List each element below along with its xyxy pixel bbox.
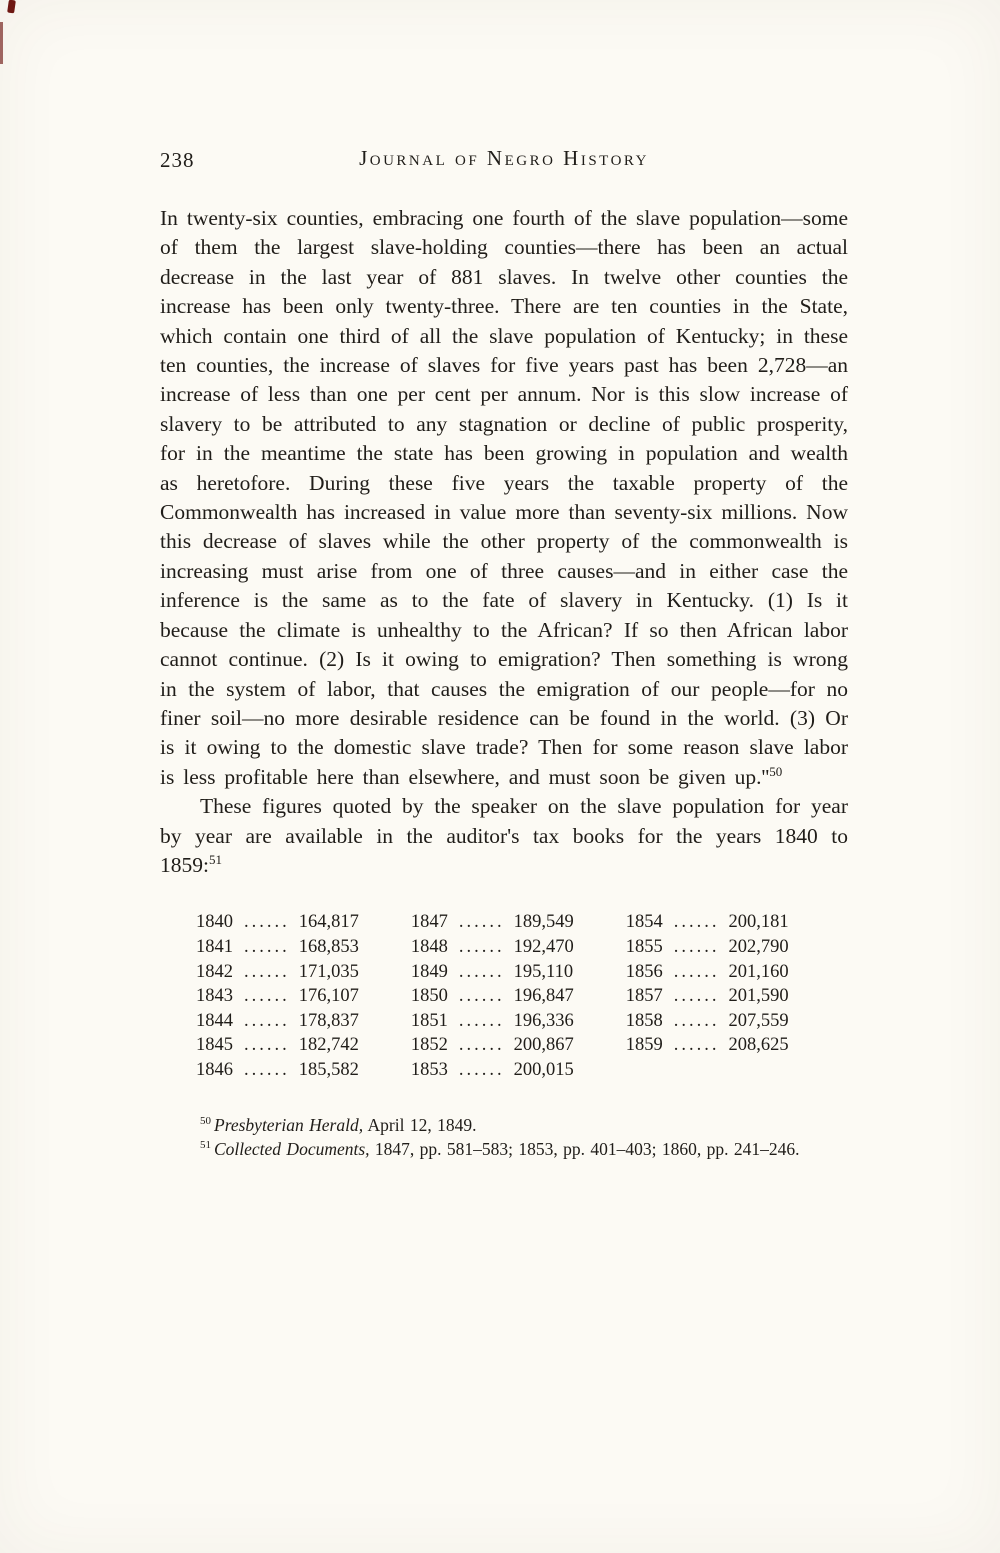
leader-dots: ...... bbox=[673, 936, 720, 957]
table-row bbox=[411, 910, 574, 935]
footnote-50 bbox=[160, 1113, 848, 1138]
leader-dots: ...... bbox=[244, 912, 290, 933]
leader-dots: ...... bbox=[673, 961, 720, 982]
leader-dots: ...... bbox=[673, 986, 720, 1007]
leader-dots: ...... bbox=[673, 912, 720, 933]
value-cell: 200,015 bbox=[513, 1059, 574, 1080]
footnote-source-title: Collected Documents, bbox=[214, 1139, 370, 1159]
year-cell: 1854 bbox=[625, 912, 663, 933]
leader-dots: ...... bbox=[244, 1059, 290, 1080]
footnote-51 bbox=[160, 1137, 848, 1162]
value-cell: 189,549 bbox=[513, 912, 574, 933]
page-number: 238 bbox=[160, 148, 195, 172]
table-row bbox=[411, 1058, 574, 1083]
leader-dots: ...... bbox=[673, 1010, 720, 1031]
table-row bbox=[411, 935, 574, 960]
year-cell: 1859 bbox=[625, 1035, 663, 1056]
table-row bbox=[196, 1058, 359, 1083]
leader-dots: ...... bbox=[244, 936, 290, 957]
table-row bbox=[411, 1033, 574, 1058]
table-row bbox=[196, 1033, 359, 1058]
footnote-marker: 50 bbox=[200, 1114, 211, 1127]
year-cell: 1842 bbox=[196, 961, 233, 982]
leader-dots: ...... bbox=[673, 1035, 720, 1056]
page-content bbox=[160, 146, 848, 1162]
value-cell: 195,110 bbox=[513, 961, 574, 982]
value-cell: 201,590 bbox=[728, 986, 789, 1007]
table-row bbox=[626, 1009, 789, 1034]
year-cell: 1848 bbox=[410, 936, 448, 957]
table-column-2 bbox=[411, 910, 574, 1082]
table-row bbox=[411, 960, 574, 985]
page-header bbox=[160, 146, 848, 178]
value-cell: 201,160 bbox=[728, 961, 789, 982]
footnote-ref-51: 51 bbox=[208, 851, 222, 867]
leader-dots: ...... bbox=[458, 1059, 505, 1080]
scan-artifact-left-edge bbox=[0, 22, 3, 64]
narrative-paragraph bbox=[160, 792, 848, 880]
table-row bbox=[196, 984, 359, 1009]
table-row bbox=[196, 910, 359, 935]
year-cell: 1858 bbox=[625, 1010, 663, 1031]
value-cell: 178,837 bbox=[298, 1010, 359, 1031]
year-cell: 1844 bbox=[196, 1010, 233, 1031]
leader-dots: ...... bbox=[244, 961, 290, 982]
leader-dots: ...... bbox=[244, 986, 290, 1007]
year-cell: 1841 bbox=[196, 936, 233, 957]
leader-dots: ...... bbox=[244, 1010, 290, 1031]
value-cell: 200,867 bbox=[513, 1035, 574, 1056]
year-cell: 1843 bbox=[196, 986, 233, 1007]
year-cell: 1857 bbox=[625, 986, 663, 1007]
table-column-3 bbox=[626, 910, 789, 1082]
value-cell: 171,035 bbox=[298, 961, 359, 982]
leader-dots: ...... bbox=[458, 1035, 505, 1056]
value-cell: 185,582 bbox=[298, 1059, 359, 1080]
narrative-paragraph-text: These figures quoted by the speaker on the slave population for year by year are available in the auditor's tax books for the years 1840 to 1859: bbox=[160, 794, 848, 877]
year-cell: 1846 bbox=[196, 1059, 233, 1080]
table-row bbox=[626, 960, 789, 985]
footnote-source-title: Presbyterian Herald, bbox=[214, 1114, 364, 1135]
footnote-text: April 12, 1849. bbox=[367, 1114, 477, 1135]
year-cell: 1840 bbox=[196, 912, 233, 933]
quote-paragraph-text: In twenty-six counties, embracing one fourth of the slave population—some of them the largest slave-holding counties—there has been an actual decrease in the last year of 881 slaves. In twelve other counties the increase has been only twenty-three. There are ten counties in the State, which contain one third of all the slave population of Kentucky; in these ten counties, the increase of slaves for five years past has been 2,728—an increase of less than one per cent per annum. Nor is this slow increase of slavery to be attributed to any stagnation or decline of public prosperity, for in the meantime the state has been growing in population and wealth as heretofore. During these five years the taxable property of the Commonwealth has increased in value more than seventy-six millions. Now this decrease of slaves while the other property of the commonwealth is increasing must arise from one of three causes—and in either case the inference is the same as to the fate of slavery in Kentucky. (1) Is it because the climate is unhealthy to the African? If so then African labor cannot continue. (2) Is it owing to emigration? Then something is wrong in the system of labor, that causes the emigration of our people—for no finer soil—no more desirable residence can be found in the world. (3) Or is it owing to the domestic slave trade? Then for some reason slave labor is less profitable here than elsewhere, and must soon be given up.'' bbox=[160, 206, 848, 789]
journal-title: Journal of Negro History bbox=[359, 146, 649, 170]
year-cell: 1845 bbox=[196, 1035, 233, 1056]
value-cell: 207,559 bbox=[728, 1010, 789, 1031]
footnote-ref-50: 50 bbox=[769, 763, 783, 779]
table-row bbox=[196, 1009, 359, 1034]
year-cell: 1852 bbox=[410, 1035, 448, 1056]
value-cell: 176,107 bbox=[298, 986, 359, 1007]
table-row bbox=[626, 910, 789, 935]
table-row bbox=[411, 1009, 574, 1034]
footnotes-section bbox=[160, 1113, 848, 1162]
table-row bbox=[626, 984, 789, 1009]
quote-paragraph bbox=[160, 204, 848, 792]
year-cell: 1855 bbox=[625, 936, 663, 957]
year-cell: 1847 bbox=[410, 912, 448, 933]
table-row bbox=[626, 935, 789, 960]
footnote-text: 1847, pp. 581–583; 1853, pp. 401–403; 1860, pp. 241–246. bbox=[374, 1139, 800, 1159]
leader-dots: ...... bbox=[458, 986, 505, 1007]
value-cell: 182,742 bbox=[298, 1035, 359, 1056]
scan-artifact-top bbox=[7, 0, 16, 13]
value-cell: 192,470 bbox=[513, 936, 574, 957]
table-row bbox=[196, 960, 359, 985]
year-cell: 1853 bbox=[410, 1059, 448, 1080]
leader-dots: ...... bbox=[458, 1010, 505, 1031]
footnote-marker: 51 bbox=[200, 1139, 211, 1152]
value-cell: 196,336 bbox=[513, 1010, 574, 1031]
value-cell: 208,625 bbox=[728, 1035, 789, 1056]
value-cell: 196,847 bbox=[513, 986, 574, 1007]
table-row bbox=[626, 1033, 789, 1058]
leader-dots: ...... bbox=[458, 936, 505, 957]
year-cell: 1856 bbox=[625, 961, 663, 982]
year-cell: 1849 bbox=[410, 961, 448, 982]
value-cell: 164,817 bbox=[298, 912, 359, 933]
table-row bbox=[196, 935, 359, 960]
slave-population-table bbox=[196, 910, 848, 1082]
year-cell: 1850 bbox=[410, 986, 448, 1007]
leader-dots: ...... bbox=[244, 1035, 290, 1056]
value-cell: 200,181 bbox=[728, 912, 789, 933]
year-cell: 1851 bbox=[410, 1010, 448, 1031]
value-cell: 202,790 bbox=[728, 936, 789, 957]
table-row bbox=[411, 984, 574, 1009]
leader-dots: ...... bbox=[458, 912, 505, 933]
table-column-1 bbox=[196, 910, 359, 1082]
leader-dots: ...... bbox=[458, 961, 505, 982]
value-cell: 168,853 bbox=[298, 936, 359, 957]
